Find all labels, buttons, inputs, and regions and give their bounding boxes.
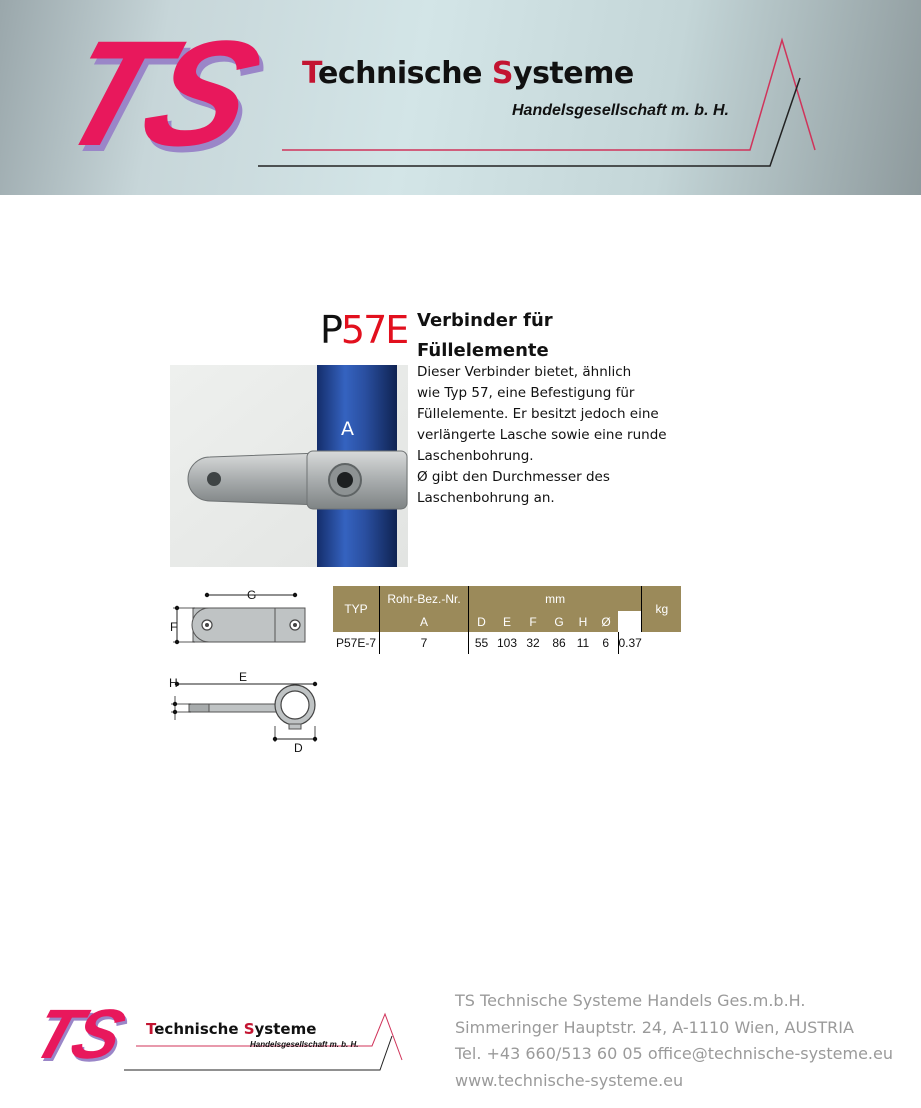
cell-kg: 0.37 [618, 632, 642, 654]
cell-d: 55 [469, 632, 495, 654]
col-header-typ: TYP [333, 586, 380, 632]
cell-a: 7 [380, 632, 469, 654]
address-contact[interactable]: Tel. +43 660/513 60 05 office@technische-systeme.eu [455, 1044, 893, 1063]
dim-label-d: D [294, 741, 303, 755]
cell-e: 103 [496, 636, 518, 650]
sub-header-g: G [546, 611, 572, 632]
sub-header-o: Ø [594, 611, 618, 632]
address-street: Simmeringer Hauptstr. 24, A-1110 Wien, AUSTRIA [455, 1017, 854, 1037]
product-description: Dieser Verbinder bietet, ähnlich wie Typ 57, eine Befestigung für Füllelemente. Er besitzt jedoch eine verlängerte Lasche sowie eine runde Laschenbohrung. Ø gibt den Durchmesser des Laschenbohrung an. [417, 364, 667, 506]
cell-g: 86 [552, 636, 566, 650]
spec-table [333, 586, 681, 654]
top-view-drawing [165, 586, 325, 648]
cell-f: 32 [526, 636, 540, 650]
cell-typ: P57E-7 [335, 636, 377, 650]
sub-header-d: D [469, 611, 495, 632]
photo-label-a: A [341, 418, 354, 440]
product-code: P57E [320, 308, 408, 352]
header-decor-lines [0, 0, 921, 195]
address-website[interactable]: www.technische-systeme.eu [455, 1070, 684, 1090]
sub-header-e: E [494, 611, 520, 632]
sub-header-f: F [520, 611, 546, 632]
footer-ts-logo: TS [23, 995, 131, 1073]
ts-logo: TS [40, 9, 271, 177]
cell-o: 6 [602, 636, 610, 650]
col-header-mm: mm [469, 586, 642, 611]
footer-company-subtitle: Handelsgesellschaft m. b. H. [250, 1040, 359, 1049]
col-header-kg: kg [642, 586, 682, 632]
sub-header-a: A [380, 611, 469, 632]
dim-label-e: E [239, 670, 248, 684]
dim-label-h: H [169, 676, 178, 690]
footer-company-name: Technische Systeme [146, 1020, 317, 1038]
company-subtitle: Handelsgesellschaft m. b. H. [512, 102, 729, 119]
dim-label-g: G [247, 588, 257, 602]
product-photo [170, 365, 408, 567]
col-header-rohr: Rohr-Bez.-Nr. [380, 586, 469, 611]
dim-label-f: F [170, 620, 178, 634]
company-name: Technische Systeme [302, 56, 634, 91]
footer-address [455, 988, 893, 1094]
table-row [333, 632, 681, 654]
product-title: Verbinder für Füllelemente [417, 310, 553, 361]
cell-h: 11 [576, 636, 590, 650]
page-header [0, 0, 921, 195]
address-company: TS Technische Systeme Handels Ges.m.b.H. [455, 991, 806, 1010]
sub-header-h: H [572, 611, 594, 632]
